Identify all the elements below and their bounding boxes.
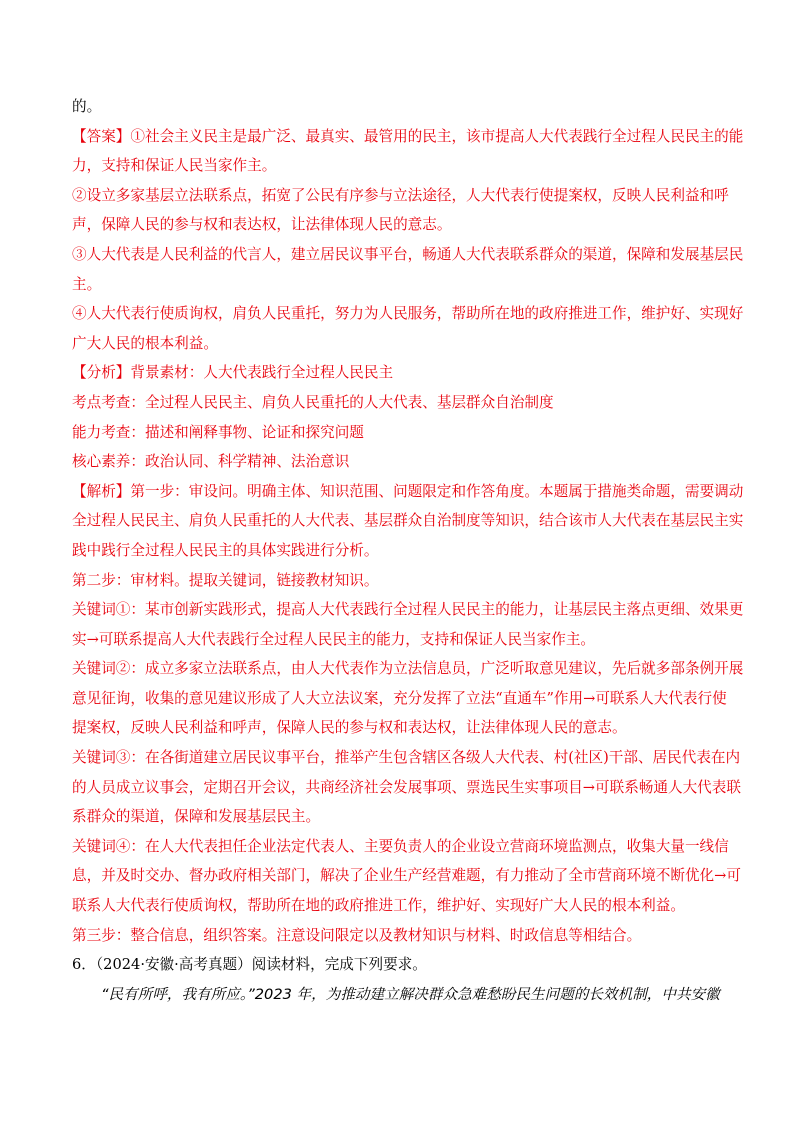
analysis-line: 考点考查：全过程人民民主、肩负人民重托的人大代表、基层群众自治制度 [72,393,554,411]
explanation-line: 第三步：整合信息，组织答案。注意设问限定以及教材知识与材料、时政信息等相结合。 [72,926,642,944]
explanation-line: 联系人大代表行使质询权，帮助所在地的政府推进工作，维护好、实现好广大人民的根本利益。 [72,897,685,915]
explanation-line: 系群众的渠道，保障和发展基层民主。 [72,808,321,826]
question-stem: 6．（2024·安徽·高考真题）阅读材料，完成下列要求。 [72,956,427,974]
analysis-line: 核心素养：政治认同、科学精神、法治意识 [72,453,350,471]
answer-line: 【答案】①社会主义民主是最广泛、最真实、最管用的民主，该市提高人大代表践行全过程人民民主的能 [72,127,744,145]
explanation-line: 关键词③：在各街道建立居民议事平台，推举产生包含辖区各级人大代表、村(社区)干部、居民代表在内 [72,749,741,767]
explanation-line: 关键词④：在人大代表担任企业法定代表人、主要负责人的企业设立营商环境监测点，收集大量一线信 [72,837,729,855]
explanation-line: 提案权，反映人民利益和呼声，保障人民的参与权和表达权，让法律体现人民的意志。 [72,719,627,737]
answer-line: 声，保障人民的参与权和表达权，让法律体现人民的意志。 [72,216,452,234]
question-6 [72,950,732,1009]
analysis-section [72,358,732,476]
answer-line: 主。 [72,275,102,293]
explanation-line: 的人员成立议事会，定期召开会议，共商经济社会发展事项、票选民生实事项目→可联系畅通人大代表联 [72,778,741,796]
question-material: “民有所呼，我有所应。”2023 年，为推动建立解决群众急难愁盼民生问题的长效机制，中共安徽 [101,985,720,1003]
analysis-line: 能力考查：描述和阐释事物、论证和探究问题 [72,423,364,441]
document-body [72,92,744,1009]
explanation-line: 关键词②：成立多家立法联系点，由人大代表作为立法信息员，广泛听取意见建议，先后就多部条例开展 [72,660,744,678]
explanation-line: 息，并及时交办、督办政府相关部门，解决了企业生产经营难题，有力推动了全市营商环境不断优化→可 [72,867,741,885]
answer-line: ③人大代表是人民利益的代言人，建立居民议事平台，畅通人大代表联系群众的渠道，保障和发展基层民 [72,245,744,263]
answer-line: ②设立多家基层立法联系点，拓宽了公民有序参与立法途径，人大代表行使提案权，反映人民利益和呼 [72,186,729,204]
answer-line: 力，支持和保证人民当家作主。 [72,157,277,175]
answer-line: 广大人民的根本利益。 [72,334,218,352]
explanation-line: 意见征询，收集的意见建议形成了人大立法议案，充分发挥了立法“直通车”作用→可联系人大代表行使 [72,689,727,707]
explanation-line: 关键词①：某市创新实践形式，提高人大代表践行全过程人民民主的能力，让基层民主落点更细、效果更 [72,601,744,619]
explanation-line: 践中践行全过程人民民主的具体实践进行分析。 [72,541,379,559]
answer-section [72,122,744,359]
explanation-line: 实→可联系提高人大代表践行全过程人民民主的能力，支持和保证人民当家作主。 [72,630,596,648]
answer-line: ④人大代表行使质询权，肩负人民重托，努力为人民服务，帮助所在地的政府推进工作，维护好、实现好 [72,305,744,323]
explanation-line: 全过程人民民主、肩负人民重托的人大代表、基层群众自治制度等知识，结合该市人大代表在基层民主实 [72,512,744,530]
explanation-line: 第二步：审材料。提取关键词，链接教材知识。 [72,571,379,589]
explanation-section [72,477,744,951]
explanation-line: 【解析】第一步：审设问。明确主体、知识范围、问题限定和作答角度。本题属于措施类命题，需要调动 [72,482,744,500]
analysis-line: 【分析】背景素材：人大代表践行全过程人民民主 [72,364,394,382]
lead-line: 的。 [72,98,102,115]
